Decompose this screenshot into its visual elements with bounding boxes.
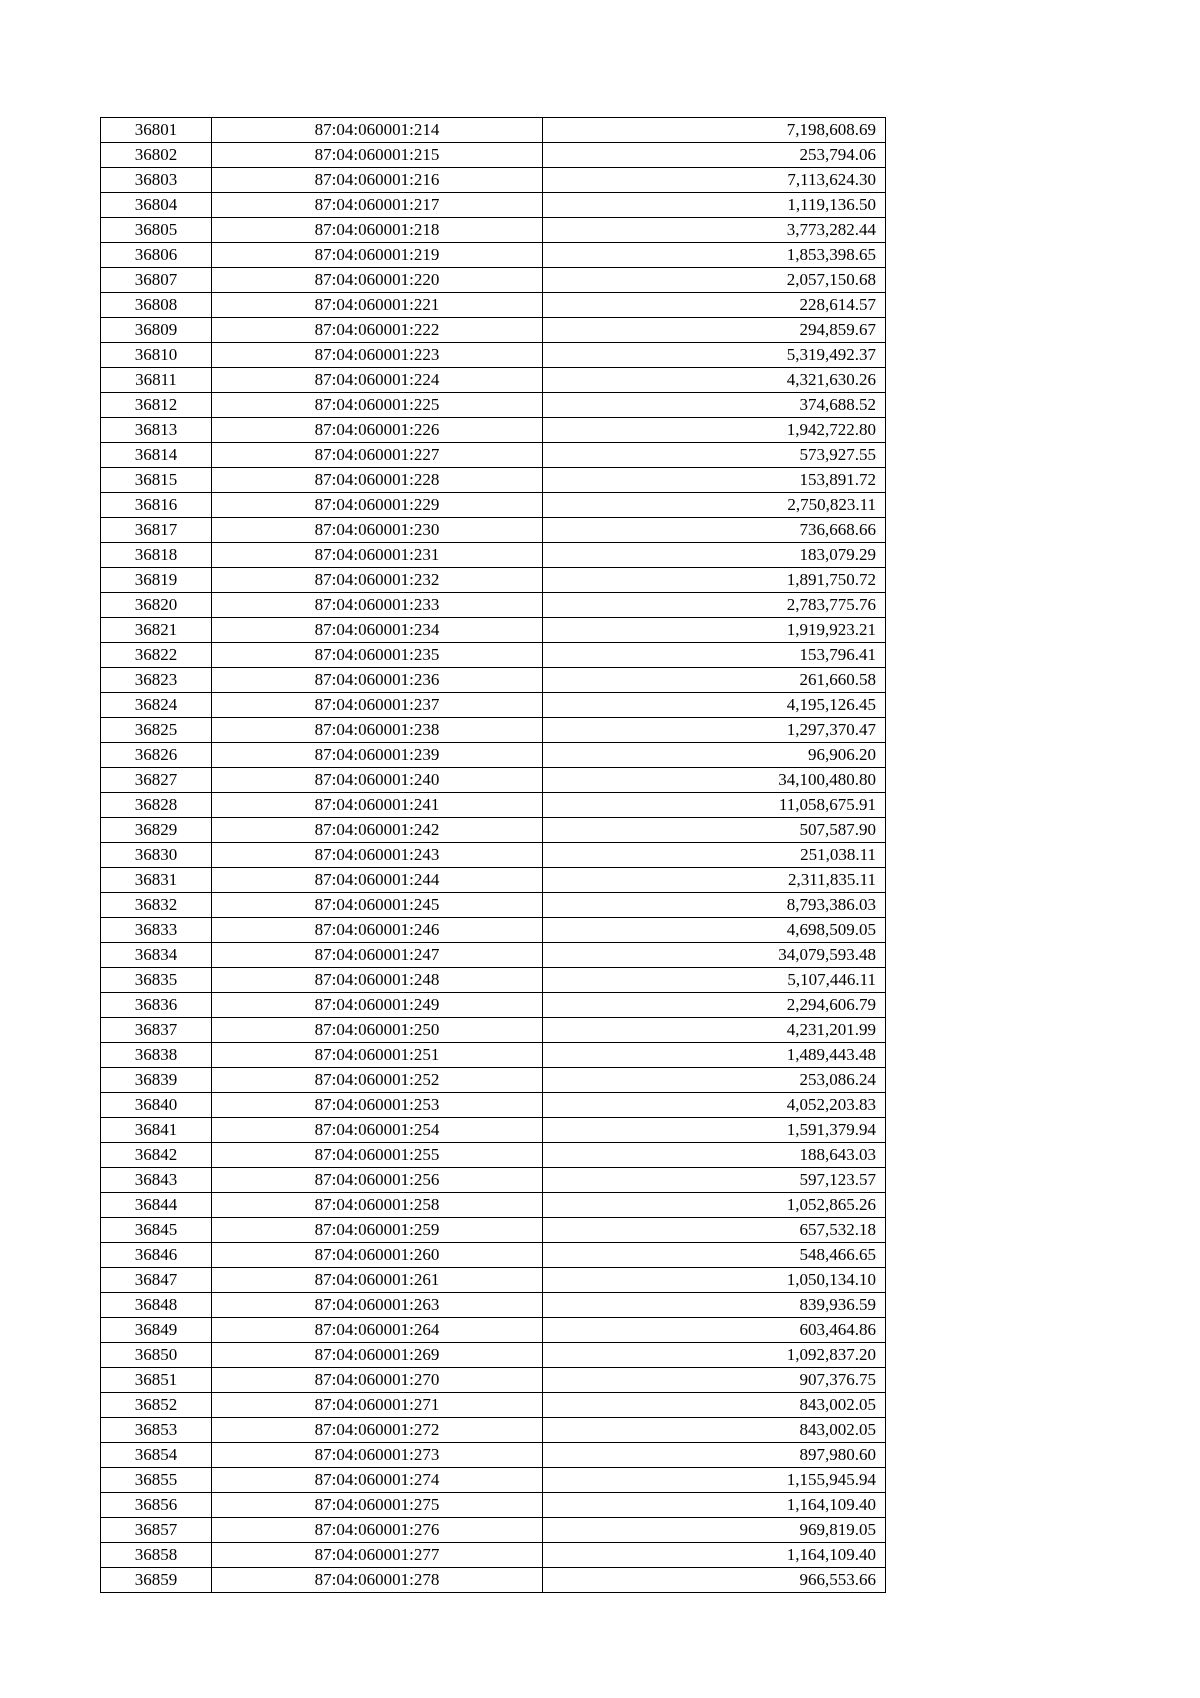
row-number-cell: 36813 <box>101 418 212 443</box>
cadastral-number-cell: 87:04:060001:272 <box>212 1418 543 1443</box>
cadastral-number-cell: 87:04:060001:275 <box>212 1493 543 1518</box>
cadastral-number-cell: 87:04:060001:239 <box>212 743 543 768</box>
cadastral-value-cell: 1,297,370.47 <box>543 718 886 743</box>
table-row <box>101 1193 886 1218</box>
table-row <box>101 1443 886 1468</box>
table-row <box>101 1043 886 1068</box>
row-number-cell: 36843 <box>101 1168 212 1193</box>
cadastral-value-cell: 2,750,823.11 <box>543 493 886 518</box>
table-row <box>101 518 886 543</box>
row-number-cell: 36812 <box>101 393 212 418</box>
row-number-cell: 36835 <box>101 968 212 993</box>
table-row <box>101 193 886 218</box>
row-number-cell: 36805 <box>101 218 212 243</box>
row-number-cell: 36830 <box>101 843 212 868</box>
table-row <box>101 1343 886 1368</box>
row-number-cell: 36849 <box>101 1318 212 1343</box>
cadastral-number-cell: 87:04:060001:224 <box>212 368 543 393</box>
cadastral-value-cell: 11,058,675.91 <box>543 793 886 818</box>
table-row <box>101 1168 886 1193</box>
table-row <box>101 1118 886 1143</box>
cadastral-value-cell: 4,698,509.05 <box>543 918 886 943</box>
cadastral-number-cell: 87:04:060001:240 <box>212 768 543 793</box>
row-number-cell: 36804 <box>101 193 212 218</box>
row-number-cell: 36809 <box>101 318 212 343</box>
table-row <box>101 1068 886 1093</box>
cadastral-number-cell: 87:04:060001:273 <box>212 1443 543 1468</box>
row-number-cell: 36845 <box>101 1218 212 1243</box>
cadastral-number-cell: 87:04:060001:242 <box>212 818 543 843</box>
cadastral-value-cell: 1,591,379.94 <box>543 1118 886 1143</box>
cadastral-value-cell: 657,532.18 <box>543 1218 886 1243</box>
row-number-cell: 36844 <box>101 1193 212 1218</box>
cadastral-number-cell: 87:04:060001:245 <box>212 893 543 918</box>
table-row <box>101 1368 886 1393</box>
row-number-cell: 36851 <box>101 1368 212 1393</box>
row-number-cell: 36803 <box>101 168 212 193</box>
row-number-cell: 36831 <box>101 868 212 893</box>
cadastral-value-cell: 228,614.57 <box>543 293 886 318</box>
cadastral-value-cell: 153,891.72 <box>543 468 886 493</box>
cadastral-value-cell: 1,942,722.80 <box>543 418 886 443</box>
cadastral-value-cell: 907,376.75 <box>543 1368 886 1393</box>
row-number-cell: 36857 <box>101 1518 212 1543</box>
table-row <box>101 1468 886 1493</box>
table-row <box>101 1518 886 1543</box>
cadastral-value-cell: 2,311,835.11 <box>543 868 886 893</box>
row-number-cell: 36858 <box>101 1543 212 1568</box>
cadastral-number-cell: 87:04:060001:234 <box>212 618 543 643</box>
cadastral-value-cell: 1,092,837.20 <box>543 1343 886 1368</box>
cadastral-value-cell: 507,587.90 <box>543 818 886 843</box>
row-number-cell: 36854 <box>101 1443 212 1468</box>
table-row <box>101 943 886 968</box>
cadastral-number-cell: 87:04:060001:258 <box>212 1193 543 1218</box>
cadastral-value-cell: 7,198,608.69 <box>543 118 886 143</box>
cadastral-value-cell: 251,038.11 <box>543 843 886 868</box>
table-row <box>101 743 886 768</box>
table-row <box>101 1543 886 1568</box>
table-row <box>101 568 886 593</box>
cadastral-number-cell: 87:04:060001:227 <box>212 443 543 468</box>
row-number-cell: 36842 <box>101 1143 212 1168</box>
cadastral-value-cell: 183,079.29 <box>543 543 886 568</box>
row-number-cell: 36855 <box>101 1468 212 1493</box>
table-row <box>101 318 886 343</box>
row-number-cell: 36816 <box>101 493 212 518</box>
cadastral-value-cell: 1,155,945.94 <box>543 1468 886 1493</box>
cadastral-number-cell: 87:04:060001:215 <box>212 143 543 168</box>
table-row <box>101 1243 886 1268</box>
cadastral-value-cell: 969,819.05 <box>543 1518 886 1543</box>
table-row <box>101 693 886 718</box>
table-row <box>101 268 886 293</box>
cadastral-number-cell: 87:04:060001:252 <box>212 1068 543 1093</box>
cadastral-number-cell: 87:04:060001:263 <box>212 1293 543 1318</box>
cadastral-value-table <box>100 117 886 1593</box>
cadastral-number-cell: 87:04:060001:218 <box>212 218 543 243</box>
cadastral-value-cell: 736,668.66 <box>543 518 886 543</box>
cadastral-value-cell: 96,906.20 <box>543 743 886 768</box>
cadastral-value-cell: 374,688.52 <box>543 393 886 418</box>
cadastral-number-cell: 87:04:060001:229 <box>212 493 543 518</box>
table-row <box>101 368 886 393</box>
cadastral-value-cell: 1,050,134.10 <box>543 1268 886 1293</box>
cadastral-value-cell: 188,643.03 <box>543 1143 886 1168</box>
cadastral-value-cell: 597,123.57 <box>543 1168 886 1193</box>
cadastral-value-cell: 843,002.05 <box>543 1393 886 1418</box>
table-row <box>101 1568 886 1593</box>
cadastral-number-cell: 87:04:060001:237 <box>212 693 543 718</box>
cadastral-number-cell: 87:04:060001:243 <box>212 843 543 868</box>
table-row <box>101 893 886 918</box>
cadastral-value-cell: 573,927.55 <box>543 443 886 468</box>
cadastral-value-cell: 897,980.60 <box>543 1443 886 1468</box>
row-number-cell: 36827 <box>101 768 212 793</box>
row-number-cell: 36837 <box>101 1018 212 1043</box>
row-number-cell: 36826 <box>101 743 212 768</box>
cadastral-number-cell: 87:04:060001:277 <box>212 1543 543 1568</box>
cadastral-value-cell: 253,086.24 <box>543 1068 886 1093</box>
row-number-cell: 36821 <box>101 618 212 643</box>
cadastral-number-cell: 87:04:060001:220 <box>212 268 543 293</box>
row-number-cell: 36832 <box>101 893 212 918</box>
cadastral-number-cell: 87:04:060001:254 <box>212 1118 543 1143</box>
row-number-cell: 36818 <box>101 543 212 568</box>
table-row <box>101 618 886 643</box>
cadastral-number-cell: 87:04:060001:264 <box>212 1318 543 1343</box>
cadastral-value-cell: 261,660.58 <box>543 668 886 693</box>
table-row <box>101 1218 886 1243</box>
cadastral-number-cell: 87:04:060001:214 <box>212 118 543 143</box>
row-number-cell: 36859 <box>101 1568 212 1593</box>
row-number-cell: 36852 <box>101 1393 212 1418</box>
cadastral-number-cell: 87:04:060001:251 <box>212 1043 543 1068</box>
table-row <box>101 643 886 668</box>
cadastral-number-cell: 87:04:060001:236 <box>212 668 543 693</box>
table-row <box>101 418 886 443</box>
cadastral-number-cell: 87:04:060001:247 <box>212 943 543 968</box>
table-row <box>101 343 886 368</box>
row-number-cell: 36839 <box>101 1068 212 1093</box>
cadastral-number-cell: 87:04:060001:233 <box>212 593 543 618</box>
cadastral-number-cell: 87:04:060001:223 <box>212 343 543 368</box>
row-number-cell: 36814 <box>101 443 212 468</box>
table-row <box>101 1268 886 1293</box>
cadastral-number-cell: 87:04:060001:278 <box>212 1568 543 1593</box>
table-row <box>101 118 886 143</box>
table-row <box>101 243 886 268</box>
cadastral-number-cell: 87:04:060001:253 <box>212 1093 543 1118</box>
table-row <box>101 718 886 743</box>
row-number-cell: 36838 <box>101 1043 212 1068</box>
row-number-cell: 36836 <box>101 993 212 1018</box>
cadastral-number-cell: 87:04:060001:221 <box>212 293 543 318</box>
row-number-cell: 36846 <box>101 1243 212 1268</box>
table-row <box>101 843 886 868</box>
table-row <box>101 168 886 193</box>
row-number-cell: 36824 <box>101 693 212 718</box>
table-row <box>101 868 886 893</box>
cadastral-value-cell: 1,164,109.40 <box>543 1543 886 1568</box>
cadastral-number-cell: 87:04:060001:250 <box>212 1018 543 1043</box>
row-number-cell: 36819 <box>101 568 212 593</box>
row-number-cell: 36823 <box>101 668 212 693</box>
row-number-cell: 36829 <box>101 818 212 843</box>
table-row <box>101 443 886 468</box>
row-number-cell: 36834 <box>101 943 212 968</box>
table-row <box>101 668 886 693</box>
row-number-cell: 36802 <box>101 143 212 168</box>
row-number-cell: 36847 <box>101 1268 212 1293</box>
table-row <box>101 818 886 843</box>
cadastral-value-cell: 1,891,750.72 <box>543 568 886 593</box>
cadastral-value-cell: 1,853,398.65 <box>543 243 886 268</box>
table-row <box>101 393 886 418</box>
cadastral-number-cell: 87:04:060001:244 <box>212 868 543 893</box>
cadastral-value-cell: 34,079,593.48 <box>543 943 886 968</box>
cadastral-value-cell: 839,936.59 <box>543 1293 886 1318</box>
cadastral-value-cell: 153,796.41 <box>543 643 886 668</box>
cadastral-number-cell: 87:04:060001:271 <box>212 1393 543 1418</box>
cadastral-value-cell: 253,794.06 <box>543 143 886 168</box>
table-row <box>101 493 886 518</box>
row-number-cell: 36833 <box>101 918 212 943</box>
cadastral-value-cell: 4,321,630.26 <box>543 368 886 393</box>
table-row <box>101 1418 886 1443</box>
table-row <box>101 1318 886 1343</box>
cadastral-number-cell: 87:04:060001:235 <box>212 643 543 668</box>
cadastral-value-cell: 1,919,923.21 <box>543 618 886 643</box>
cadastral-number-cell: 87:04:060001:222 <box>212 318 543 343</box>
cadastral-number-cell: 87:04:060001:230 <box>212 518 543 543</box>
table-row <box>101 1293 886 1318</box>
table-row <box>101 968 886 993</box>
cadastral-number-cell: 87:04:060001:241 <box>212 793 543 818</box>
cadastral-value-cell: 1,052,865.26 <box>543 1193 886 1218</box>
row-number-cell: 36856 <box>101 1493 212 1518</box>
cadastral-number-cell: 87:04:060001:225 <box>212 393 543 418</box>
row-number-cell: 36850 <box>101 1343 212 1368</box>
cadastral-value-cell: 1,489,443.48 <box>543 1043 886 1068</box>
row-number-cell: 36822 <box>101 643 212 668</box>
cadastral-number-cell: 87:04:060001:246 <box>212 918 543 943</box>
table-row <box>101 1493 886 1518</box>
cadastral-number-cell: 87:04:060001:259 <box>212 1218 543 1243</box>
cadastral-value-cell: 8,793,386.03 <box>543 893 886 918</box>
row-number-cell: 36810 <box>101 343 212 368</box>
cadastral-value-cell: 1,164,109.40 <box>543 1493 886 1518</box>
row-number-cell: 36808 <box>101 293 212 318</box>
cadastral-value-cell: 5,107,446.11 <box>543 968 886 993</box>
table-row <box>101 1393 886 1418</box>
table-row <box>101 993 886 1018</box>
table-row <box>101 1018 886 1043</box>
row-number-cell: 36828 <box>101 793 212 818</box>
cadastral-value-cell: 7,113,624.30 <box>543 168 886 193</box>
table-row <box>101 768 886 793</box>
table-row <box>101 293 886 318</box>
cadastral-value-cell: 34,100,480.80 <box>543 768 886 793</box>
cadastral-number-cell: 87:04:060001:228 <box>212 468 543 493</box>
cadastral-value-cell: 2,057,150.68 <box>543 268 886 293</box>
table-body <box>101 118 886 1593</box>
cadastral-number-cell: 87:04:060001:238 <box>212 718 543 743</box>
row-number-cell: 36825 <box>101 718 212 743</box>
table-row <box>101 543 886 568</box>
cadastral-value-cell: 966,553.66 <box>543 1568 886 1593</box>
cadastral-number-cell: 87:04:060001:276 <box>212 1518 543 1543</box>
cadastral-number-cell: 87:04:060001:217 <box>212 193 543 218</box>
cadastral-number-cell: 87:04:060001:274 <box>212 1468 543 1493</box>
table-row <box>101 593 886 618</box>
cadastral-value-cell: 4,231,201.99 <box>543 1018 886 1043</box>
cadastral-number-cell: 87:04:060001:226 <box>212 418 543 443</box>
cadastral-value-cell: 2,294,606.79 <box>543 993 886 1018</box>
table-row <box>101 218 886 243</box>
table-row <box>101 468 886 493</box>
cadastral-number-cell: 87:04:060001:256 <box>212 1168 543 1193</box>
cadastral-value-cell: 843,002.05 <box>543 1418 886 1443</box>
cadastral-value-cell: 1,119,136.50 <box>543 193 886 218</box>
cadastral-value-cell: 2,783,775.76 <box>543 593 886 618</box>
cadastral-value-cell: 5,319,492.37 <box>543 343 886 368</box>
cadastral-number-cell: 87:04:060001:216 <box>212 168 543 193</box>
row-number-cell: 36817 <box>101 518 212 543</box>
table-row <box>101 918 886 943</box>
cadastral-number-cell: 87:04:060001:219 <box>212 243 543 268</box>
row-number-cell: 36815 <box>101 468 212 493</box>
row-number-cell: 36807 <box>101 268 212 293</box>
cadastral-number-cell: 87:04:060001:248 <box>212 968 543 993</box>
cadastral-value-cell: 603,464.86 <box>543 1318 886 1343</box>
row-number-cell: 36840 <box>101 1093 212 1118</box>
row-number-cell: 36841 <box>101 1118 212 1143</box>
cadastral-number-cell: 87:04:060001:261 <box>212 1268 543 1293</box>
row-number-cell: 36853 <box>101 1418 212 1443</box>
cadastral-number-cell: 87:04:060001:270 <box>212 1368 543 1393</box>
cadastral-number-cell: 87:04:060001:249 <box>212 993 543 1018</box>
table-row <box>101 143 886 168</box>
row-number-cell: 36801 <box>101 118 212 143</box>
cadastral-value-cell: 294,859.67 <box>543 318 886 343</box>
cadastral-value-cell: 548,466.65 <box>543 1243 886 1268</box>
cadastral-value-cell: 3,773,282.44 <box>543 218 886 243</box>
cadastral-number-cell: 87:04:060001:232 <box>212 568 543 593</box>
table-row <box>101 1143 886 1168</box>
cadastral-number-cell: 87:04:060001:231 <box>212 543 543 568</box>
table-row <box>101 793 886 818</box>
row-number-cell: 36820 <box>101 593 212 618</box>
cadastral-value-cell: 4,195,126.45 <box>543 693 886 718</box>
cadastral-value-cell: 4,052,203.83 <box>543 1093 886 1118</box>
cadastral-number-cell: 87:04:060001:255 <box>212 1143 543 1168</box>
table-row <box>101 1093 886 1118</box>
row-number-cell: 36848 <box>101 1293 212 1318</box>
row-number-cell: 36806 <box>101 243 212 268</box>
row-number-cell: 36811 <box>101 368 212 393</box>
cadastral-number-cell: 87:04:060001:269 <box>212 1343 543 1368</box>
cadastral-number-cell: 87:04:060001:260 <box>212 1243 543 1268</box>
